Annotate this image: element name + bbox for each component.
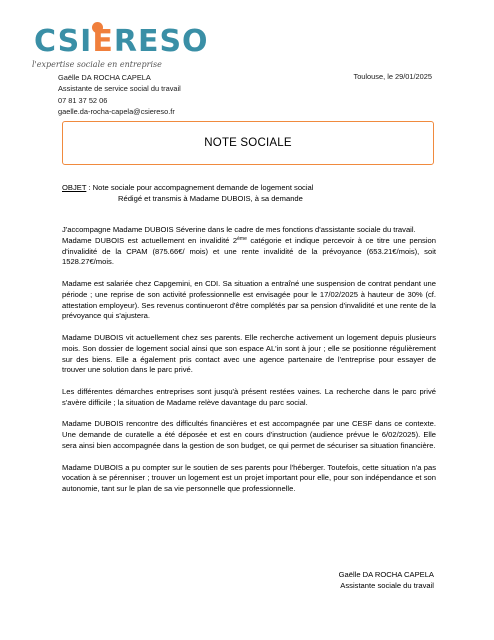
- paragraph-steps: Les différentes démarches entreprises sont jusqu'à présent restées vaines. La recherche dans le parc privé s'avère difficile ; la situation de Madame relève davantage du parc social.: [62, 386, 436, 407]
- company-logo: [32, 20, 209, 72]
- paragraph-conclusion: Madame DUBOIS a pu compter sur le soutien de ses parents pour l'héberger. Toutefois, cette situation n'a pas vocation à se pérenniser ; trouver un logement est un projet important pour elle, pour son indépendance et son autonomie, tant sur le plan de sa vie personnelle que professionnelle.: [62, 462, 436, 494]
- signature-block: [339, 569, 434, 591]
- paragraph-intro-a: J'accompagne Madame DUBOIS Séverine dans le cadre de mes fonctions d'assistante sociale du travail.: [62, 225, 416, 234]
- paragraph-housing: Madame DUBOIS vit actuellement chez ses parents. Elle recherche activement un logement depuis plusieurs mois. Son dossier de logement social ainsi que son espace AL'in sont à jour ; elle se positionne régulièrement sur des biens. Elle a également pris contact avec une agence partenaire de l'entreprise pour essayer de trouver une solution dans le parc privé.: [62, 332, 436, 375]
- paragraph-intro-b-pre: Madame DUBOIS est actuellement en invalidité 2: [62, 235, 238, 245]
- paragraph-intro: [62, 225, 436, 268]
- paragraph-intro-b-post: catégorie et indique percevoir à ce titre une pension d'invalidité de la CPAM (875.66€/ mois) et une rente invalidité de la prévoyance (653.21€/mois), soit 1528.27€/mois.: [62, 235, 436, 267]
- sender-phone: 07 81 37 52 06: [58, 95, 108, 105]
- title-box: [62, 121, 434, 165]
- ordinal-suffix: ème: [237, 235, 247, 242]
- sender-role: Assistante de service social du travail: [58, 84, 181, 94]
- subject-text: : Note sociale pour accompagnement demande de logement social: [86, 183, 314, 192]
- subject-line-1: [62, 182, 442, 193]
- note-body: [62, 225, 436, 506]
- sender-name: Gaëlle DA ROCHA CAPELA: [58, 73, 151, 82]
- subject-label: OBJET: [62, 183, 87, 192]
- sender-block: [58, 72, 181, 117]
- logo-tagline: l'expertise sociale en entreprise: [32, 60, 162, 69]
- subject-block: [62, 182, 442, 204]
- place-date: Toulouse, le 29/01/2025: [353, 72, 432, 81]
- paragraph-finances: Madame DUBOIS rencontre des difficultés financières et est accompagnée par une CESF dans ce contexte. Une demande de curatelle a été déposée et est en cours d'instruction (audience prévue le 6/02/2025). Elle sera ainsi bien accompagnée dans la gestion de son budget, ce qui permet de sécuriser sa situation financière.: [62, 419, 436, 450]
- sender-email: gaelle.da-rocha-capela@csiereso.fr: [58, 106, 175, 116]
- document-title: NOTE SOCIALE: [204, 137, 292, 149]
- paragraph-employment: Madame est salariée chez Capgemini, en CDI. Sa situation a entraîné une suspension de contrat pendant une période ; une reprise de son activité professionnelle est envisagée pour le 17/02/2025 à hauteur de 30% (cf. attestation employeur). Ses revenus continueront d'être complétés par sa pension d'invalidité et une rente de la prévoyance qui s'ajustera.: [62, 278, 436, 321]
- signature-role: Assistante sociale du travail: [340, 581, 434, 590]
- logo-wordmark: CSIERESO: [34, 24, 209, 59]
- subject-line-2: Rédigé et transmis à Madame DUBOIS, à sa demande: [118, 194, 303, 203]
- signature-name: Gaëlle DA ROCHA CAPELA: [338, 570, 434, 579]
